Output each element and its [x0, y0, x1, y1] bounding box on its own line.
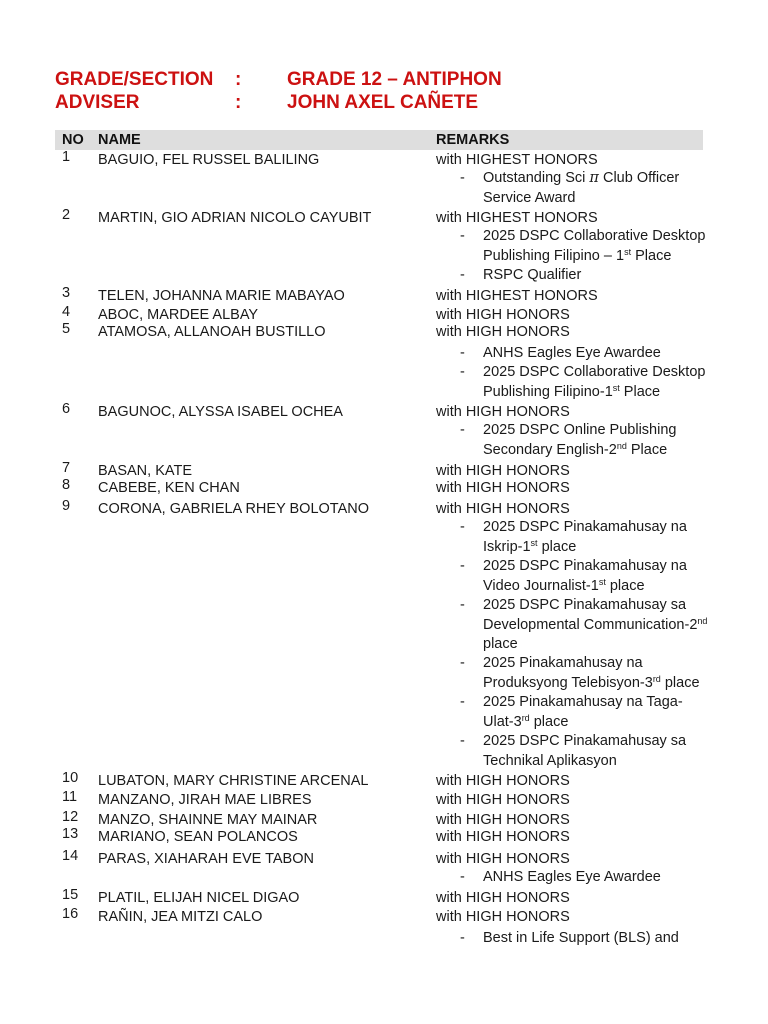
- column-header-no: NO: [62, 132, 84, 148]
- row-number: 8: [62, 477, 71, 493]
- award-text: place: [483, 636, 518, 652]
- honor-remark: with HIGH HONORS: [436, 851, 570, 867]
- student-name: BAGUIO, FEL RUSSEL BALILING: [98, 152, 320, 168]
- bullet-dash: -: [460, 930, 465, 946]
- award-text: place: [529, 713, 569, 730]
- row-number: 5: [62, 321, 71, 337]
- honor-remark: with HIGHEST HONORS: [436, 152, 598, 168]
- ordinal-suffix: nd: [697, 615, 708, 626]
- honor-remark: with HIGH HONORS: [436, 890, 570, 906]
- bullet-dash: -: [460, 364, 465, 380]
- adviser-label: ADVISER: [55, 92, 140, 113]
- grade-section-colon: :: [235, 69, 242, 90]
- student-name: PARAS, XIAHARAH EVE TABON: [98, 851, 314, 867]
- honor-remark: with HIGH HONORS: [436, 307, 570, 323]
- student-name: RAÑIN, JEA MITZI CALO: [98, 909, 263, 925]
- row-number: 1: [62, 149, 71, 165]
- bullet-dash: -: [460, 655, 465, 671]
- award-text: 2025 DSPC Collaborative Desktop Publishing Filipino-1: [483, 364, 706, 400]
- row-number: 7: [62, 460, 71, 476]
- award-text: place: [537, 538, 577, 555]
- award-text: place: [660, 674, 700, 691]
- grade-section-label: GRADE/SECTION: [55, 69, 214, 90]
- row-number: 14: [62, 848, 79, 864]
- award-text: 2025 DSPC Pinakamahusay sa Technikal Aplikasyon: [483, 733, 687, 769]
- award-text: ANHS Eagles Eye Awardee: [483, 345, 661, 361]
- award-text: Place: [619, 383, 661, 400]
- ordinal-suffix: rd: [521, 712, 530, 723]
- row-number: 4: [62, 304, 71, 320]
- bullet-dash: -: [460, 694, 465, 710]
- award-text: RSPC Qualifier: [483, 267, 582, 283]
- adviser-colon: :: [235, 92, 242, 113]
- award-text: Club Officer Service Award: [483, 170, 680, 206]
- bullet-dash: -: [460, 422, 465, 438]
- honor-remark: with HIGH HONORS: [436, 480, 570, 496]
- row-number: 16: [62, 906, 79, 922]
- honor-remark: with HIGH HONORS: [436, 829, 570, 845]
- adviser-row: [55, 91, 502, 114]
- award-text: 2025 Pinakamahusay na Produksyong Telebisyon-3: [483, 655, 653, 691]
- student-name: BAGUNOC, ALYSSA ISABEL OCHEA: [98, 404, 343, 420]
- student-name: PLATIL, ELIJAH NICEL DIGAO: [98, 890, 300, 906]
- row-number: 6: [62, 401, 71, 417]
- award-text: 2025 DSPC Pinakamahusay na Video Journalist-1: [483, 558, 687, 594]
- ordinal-suffix: st: [530, 537, 538, 548]
- ordinal-suffix: rd: [652, 673, 661, 684]
- award-text: 2025 DSPC Online Publishing Secondary English-2: [483, 422, 677, 458]
- honor-remark: with HIGH HONORS: [436, 404, 570, 420]
- student-name: ATAMOSA, ALLANOAH BUSTILLO: [98, 324, 326, 340]
- row-number: 2: [62, 207, 71, 223]
- award-text: ANHS Eagles Eye Awardee: [483, 869, 661, 885]
- bullet-dash: -: [460, 558, 465, 574]
- pi-symbol: π: [589, 170, 599, 186]
- award-text: place: [605, 577, 645, 594]
- student-name: MANZO, SHAINNE MAY MAINAR: [98, 812, 318, 828]
- student-name: MARTIN, GIO ADRIAN NICOLO CAYUBIT: [98, 210, 372, 226]
- student-name: TELEN, JOHANNA MARIE MABAYAO: [98, 288, 345, 304]
- award-text: Place: [626, 441, 668, 458]
- row-number: 12: [62, 809, 79, 825]
- bullet-dash: -: [460, 345, 465, 361]
- column-header-remarks: REMARKS: [436, 132, 510, 148]
- honor-remark: with HIGH HONORS: [436, 909, 570, 925]
- adviser-value: JOHN AXEL CAÑETE: [287, 92, 479, 113]
- student-name: MARIANO, SEAN POLANCOS: [98, 829, 298, 845]
- bullet-dash: -: [460, 267, 465, 283]
- award-text: 2025 Pinakamahusay na Taga-Ulat-3: [483, 694, 683, 730]
- row-number: 9: [62, 498, 71, 514]
- bullet-dash: -: [460, 597, 465, 613]
- honor-remark: with HIGH HONORS: [436, 812, 570, 828]
- column-header-name: NAME: [98, 132, 141, 148]
- honor-remark: with HIGH HONORS: [436, 463, 570, 479]
- award-text: Place: [631, 247, 672, 264]
- honor-remark: with HIGH HONORS: [436, 324, 570, 340]
- award-text: Best in Life Support (BLS) and: [483, 930, 679, 946]
- student-name: BASAN, KATE: [98, 463, 193, 479]
- ordinal-suffix: nd: [616, 440, 627, 451]
- bullet-dash: -: [460, 869, 465, 885]
- bullet-dash: -: [460, 733, 465, 749]
- award-text: Outstanding Sci: [483, 170, 590, 186]
- student-name: MANZANO, JIRAH MAE LIBRES: [98, 792, 312, 808]
- student-name: CORONA, GABRIELA RHEY BOLOTANO: [98, 501, 370, 517]
- student-name: ABOC, MARDEE ALBAY: [98, 307, 259, 323]
- row-number: 13: [62, 826, 79, 842]
- student-name: CABEBE, KEN CHAN: [98, 480, 240, 496]
- bullet-dash: -: [460, 228, 465, 244]
- award-text: 2025 DSPC Pinakamahusay sa Developmental Communication-2: [483, 597, 698, 633]
- row-number: 3: [62, 285, 71, 301]
- ordinal-suffix: st: [598, 576, 606, 587]
- honor-remark: with HIGHEST HONORS: [436, 288, 598, 304]
- honor-remark: with HIGH HONORS: [436, 501, 570, 517]
- bullet-dash: -: [460, 170, 465, 186]
- row-number: 11: [62, 789, 78, 805]
- ordinal-suffix: st: [612, 382, 620, 393]
- honor-remark: with HIGH HONORS: [436, 773, 570, 789]
- award-text: 2025 DSPC Pinakamahusay na Iskrip-1: [483, 519, 687, 555]
- student-name: LUBATON, MARY CHRISTINE ARCENAL: [98, 773, 369, 789]
- honor-remark: with HIGH HONORS: [436, 792, 570, 808]
- row-number: 10: [62, 770, 79, 786]
- award-text: 2025 DSPC Collaborative Desktop Publishing Filipino – 1: [483, 228, 706, 264]
- table-header: [55, 130, 703, 150]
- document-header: [55, 68, 502, 114]
- ordinal-suffix: st: [624, 246, 632, 257]
- honor-remark: with HIGHEST HONORS: [436, 210, 598, 226]
- grade-section-value: GRADE 12 – ANTIPHON: [287, 69, 502, 90]
- row-number: 15: [62, 887, 79, 903]
- grade-section-row: [55, 68, 502, 91]
- bullet-dash: -: [460, 519, 465, 535]
